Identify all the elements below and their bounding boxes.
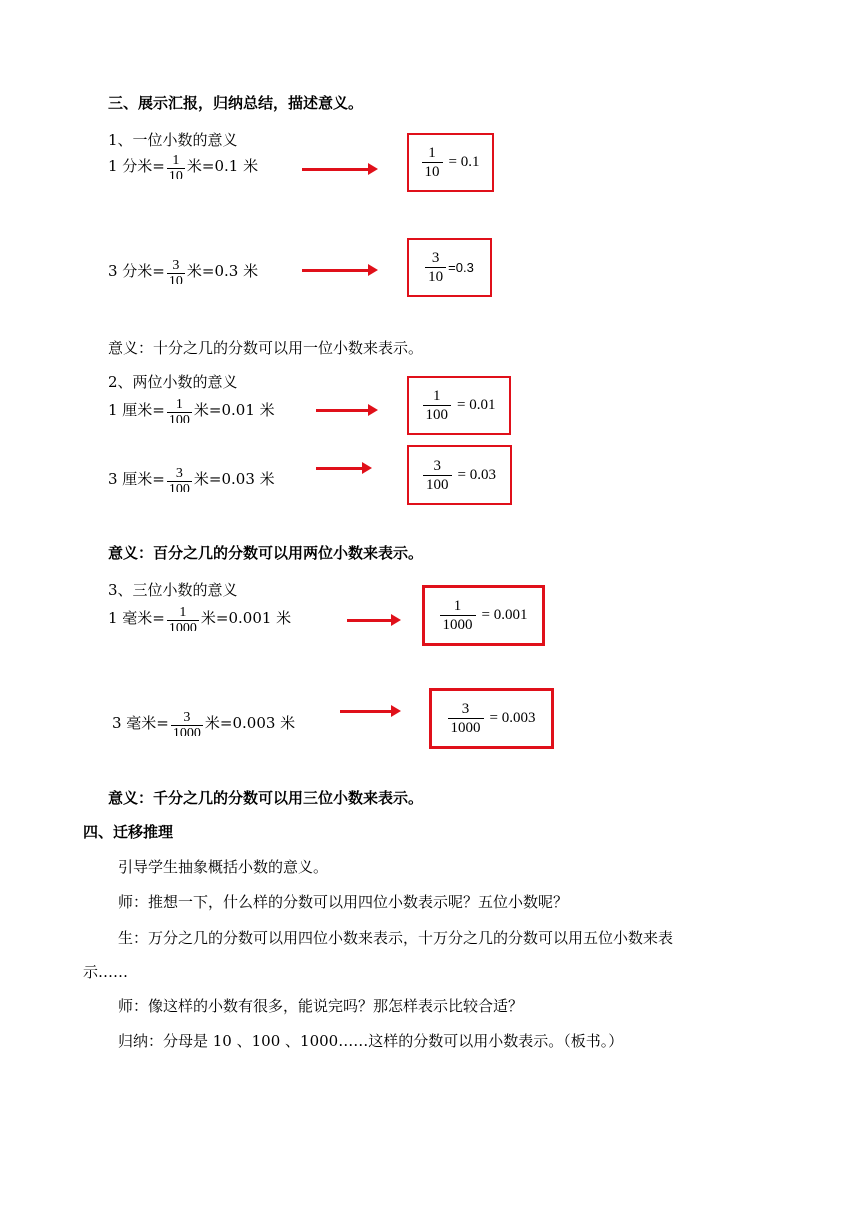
paragraph: 师：像这样的小数有很多，能说完吗？那怎样表示比较合适？: [118, 997, 524, 1015]
three-place-title: 3、三位小数的意义: [108, 581, 238, 599]
box-numerator: 1: [433, 388, 441, 404]
fraction: [167, 466, 192, 492]
one-place-equation-2: [108, 258, 258, 284]
paragraph: 引导学生抽象概括小数的意义。: [118, 858, 329, 876]
three-place-meaning: 意义：千分之几的分数可以用三位小数来表示。: [108, 789, 424, 807]
box-denominator: 100: [423, 475, 452, 494]
one-place-equation-1: [108, 153, 258, 179]
box-numerator: 3: [433, 457, 442, 474]
denominator: 100: [168, 413, 190, 423]
one-place-meaning: 意义：十分之几的分数可以用一位小数来表示。: [108, 339, 424, 357]
equation-tail: 米=0.1 米: [186, 157, 259, 175]
two-place-equation-2: [108, 466, 275, 492]
two-place-title: 2、两位小数的意义: [108, 373, 238, 391]
result-box: [407, 238, 492, 297]
box-denominator: 100: [423, 405, 452, 424]
equation-lead: 3 分米=: [108, 262, 165, 280]
box-fraction: [423, 387, 452, 424]
numerator: 3: [183, 710, 191, 725]
equation-tail: 米=0.3 米: [186, 262, 259, 280]
box-fraction: [422, 144, 443, 181]
box-fraction: [448, 700, 484, 737]
box-fraction: [440, 597, 476, 634]
denominator: 1000: [172, 726, 201, 736]
numerator: 3: [175, 466, 183, 481]
fraction: [167, 397, 192, 423]
denominator: 100: [168, 482, 190, 492]
box-value: = 0.1: [448, 154, 480, 170]
three-place-equation-1: [108, 605, 291, 631]
box-numerator: 1: [428, 145, 436, 161]
one-place-title: 1、一位小数的意义: [108, 131, 238, 149]
equation-lead: 1 厘米=: [108, 401, 165, 419]
two-place-meaning: 意义：百分之几的分数可以用两位小数来表示。: [108, 544, 424, 562]
box-denominator: 10: [422, 162, 443, 181]
arrow-icon: [302, 264, 378, 276]
equation-tail: 米=0.03 米: [193, 470, 275, 488]
box-value: = 0.003: [489, 710, 536, 726]
result-box: [407, 445, 512, 505]
numerator: 1: [179, 605, 187, 620]
box-denominator: 1000: [448, 718, 484, 737]
equation-tail: 米=0.003 米: [204, 714, 296, 732]
box-numerator: 1: [453, 598, 462, 614]
box-value: = 0.001: [481, 607, 528, 623]
box-value: = 0.01: [457, 397, 496, 413]
denominator: 10: [168, 169, 183, 179]
equation-tail: 米=0.01 米: [193, 401, 275, 419]
arrow-icon: [316, 462, 372, 474]
box-value: = 0.03: [457, 466, 496, 483]
numerator: 1: [172, 153, 180, 168]
fraction: [167, 258, 185, 284]
arrow-icon: [340, 705, 401, 717]
equation-tail: 米=0.001 米: [200, 609, 292, 627]
result-box: [429, 688, 554, 749]
two-place-equation-1: [108, 397, 275, 423]
equation-lead: 1 毫米=: [108, 609, 165, 627]
denominator: 1000: [168, 621, 197, 631]
box-value: =0.3: [448, 260, 474, 275]
equation-lead: 3 厘米=: [108, 470, 165, 488]
numerator: 3: [172, 258, 180, 273]
box-denominator: 1000: [440, 615, 476, 634]
section-4-heading: 四、迁移推理: [83, 823, 174, 841]
box-fraction: [423, 457, 452, 494]
equation-lead: 1 分米=: [108, 157, 165, 175]
arrow-icon: [316, 404, 378, 416]
equation-lead: 3 毫米=: [112, 714, 169, 732]
paragraph-continuation: 示……: [83, 963, 129, 981]
denominator: 10: [168, 274, 183, 284]
paragraph: 归纳：分母是 10 、100 、1000……这样的分数可以用小数表示。（板书。）: [118, 1032, 624, 1050]
box-numerator: 3: [431, 250, 440, 266]
fraction: [167, 605, 199, 631]
box-denominator: 10: [425, 267, 446, 286]
box-fraction: [425, 249, 446, 286]
result-box: [422, 585, 545, 646]
box-numerator: 3: [461, 701, 470, 717]
fraction: [167, 153, 185, 179]
result-box: [407, 133, 494, 192]
three-place-equation-2: [112, 710, 295, 736]
paragraph: 师：推想一下，什么样的分数可以用四位小数表示呢？五位小数呢？: [118, 893, 569, 911]
paragraph: 生：万分之几的分数可以用四位小数来表示，十万分之几的分数可以用五位小数来表: [118, 929, 674, 947]
fraction: [171, 710, 203, 736]
numerator: 1: [175, 397, 183, 412]
section-3-heading: 三、展示汇报，归纳总结，描述意义。: [108, 94, 364, 112]
arrow-icon: [302, 163, 378, 175]
result-box: [407, 376, 511, 435]
arrow-icon: [347, 614, 401, 626]
